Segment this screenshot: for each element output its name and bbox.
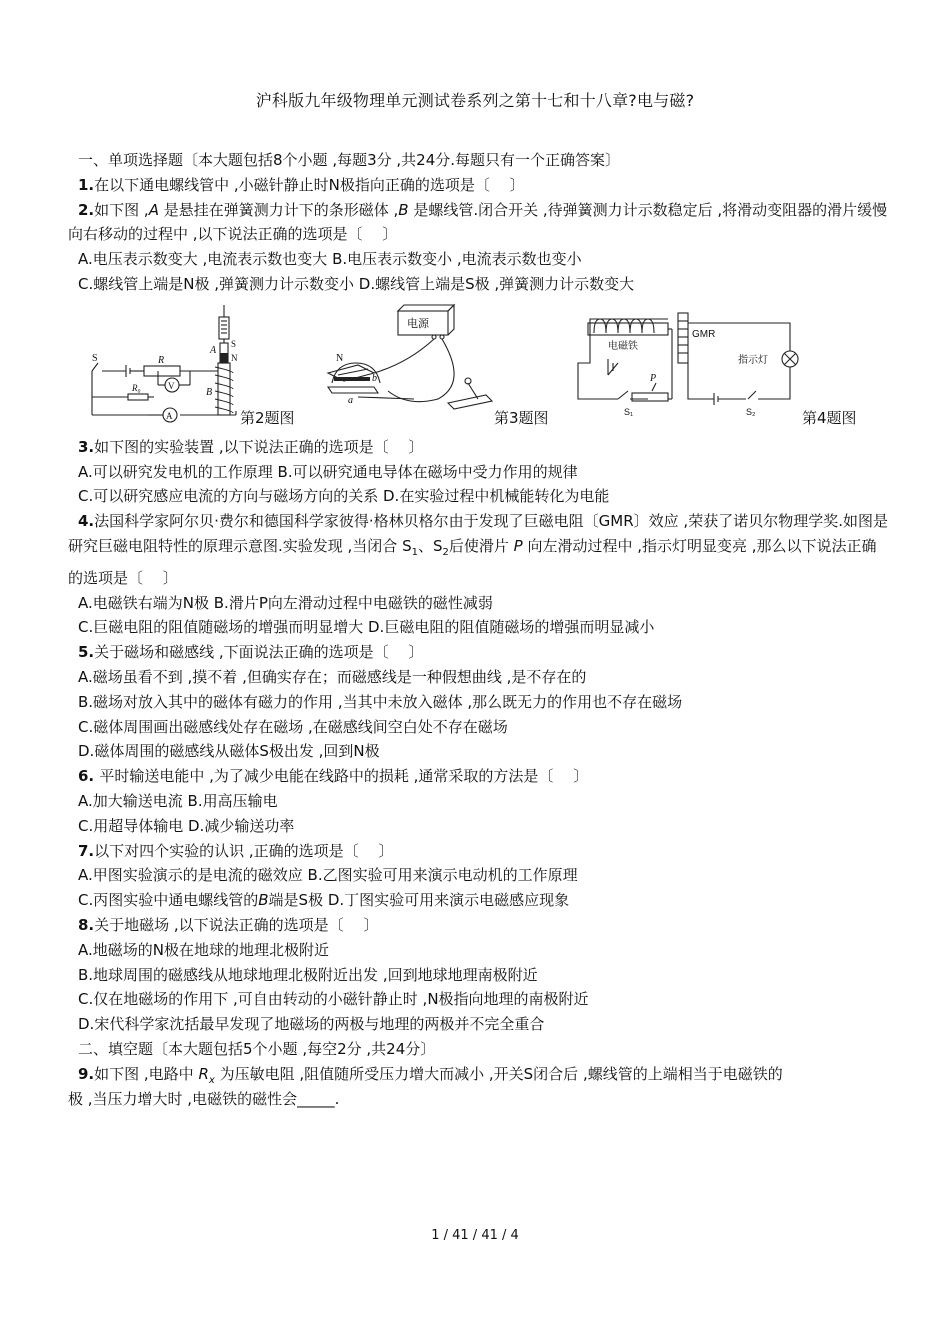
- option-line: C.可以研究感应电流的方向与磁场方向的关系 D.在实验过程中机械能转化为电能: [78, 487, 610, 506]
- question-2: [68, 198, 888, 248]
- figure-row: [68, 303, 888, 431]
- power-supply-label: 电源: [407, 317, 429, 330]
- indicator-lamp-label: 指示灯: [738, 354, 768, 366]
- question-text: 为压敏电阻 ,阻值随所受压力增大而减小 ,开关S闭合后 ,螺线管的上端相当于电磁铁的: [214, 1064, 783, 1083]
- content: [68, 148, 888, 1111]
- option-line: C.仅在地磁场的作用下 ,可自由转动的小磁针静止时 ,N极指向地理的南极附近: [78, 990, 589, 1009]
- page-title: 沪科版九年级物理单元测试卷系列之第十七和十八章?电与磁?: [255, 91, 695, 110]
- subscript: x: [208, 1074, 215, 1086]
- question-text: 、S: [417, 536, 443, 555]
- section-heading-2: 二、填空题〔本大题包括5个小题 ,每空2分 ,共24分〕: [78, 1039, 436, 1058]
- question-text: 法国科学家阿尔贝·费尔和德国科学家彼得·格林贝格尔由于发现了巨磁电阻〔GMR〕效应 ,荣获了诺贝尔物理学奖.如图是研究巨磁电阻特性的原理示意图.实验发现 ,当闭合 S: [68, 512, 888, 555]
- option-line: D.宋代科学家沈括最早发现了地磁场的两极与地理的两极并不完全重合: [78, 1015, 545, 1034]
- label-s2: S₂: [746, 406, 756, 417]
- option-line: [68, 888, 888, 913]
- question-number: 4.: [78, 512, 95, 531]
- question-5: [68, 640, 888, 665]
- option-line: A.磁场虽看不到 ,摸不着 ,但确实存在；而磁感线是一种假想曲线 ,是不存在的: [78, 667, 587, 686]
- question-text: 后使滑片: [448, 536, 514, 555]
- option-line: C.磁体周围画出磁感线处存在磁场 ,在磁感线间空白处不存在磁场: [78, 717, 508, 736]
- question-7: [68, 839, 888, 864]
- question-text: 以下对四个实验的认识 ,正确的选项是〔 〕: [94, 841, 394, 860]
- question-number: 9.: [78, 1064, 95, 1083]
- question-9-continued: 极 ,当压力增大时 ,电磁铁的磁性会_____.: [68, 1089, 340, 1108]
- label-pole-s: S: [231, 338, 237, 349]
- question-text: 关于磁场和磁感线 ,下面说法正确的选项是〔 〕: [94, 643, 424, 662]
- question-6: [68, 764, 888, 789]
- question-number: 5.: [78, 643, 95, 662]
- question-number: 7.: [78, 841, 95, 860]
- option-line: C.用超导体输电 D.减少输送功率: [78, 816, 295, 835]
- subscript: 1: [411, 546, 418, 558]
- question-number: 1.: [78, 175, 95, 194]
- option-line: A.可以研究发电机的工作原理 B.可以研究通电导体在磁场中受力作用的规律: [78, 462, 578, 481]
- question-text: 在以下通电螺线管中 ,小磁针静止时N极指向正确的选项是〔 〕: [94, 175, 525, 194]
- question-text: 如下图 ,电路中: [94, 1064, 199, 1083]
- gmr-label: GMR: [692, 328, 716, 340]
- label-r0: R₀: [132, 382, 141, 393]
- subscript: 2: [442, 546, 449, 558]
- italic-var: P: [513, 536, 523, 555]
- question-4: [68, 509, 888, 590]
- ammeter-icon: A: [166, 410, 173, 421]
- section-heading-1: 一、单项选择题〔本大题包括8个小题 ,每题3分 ,共24分.每题只有一个正确答案〕: [78, 151, 621, 169]
- option-line: C.巨磁电阻的阻值随磁场的增强而明显增大 D.巨磁电阻的阻值随磁场的增强而明显减小: [78, 618, 655, 637]
- question-1: [68, 173, 888, 198]
- question-8: [68, 913, 888, 938]
- option-line: A.甲图实验演示的是电流的磁效应 B.乙图实验可用来演示电动机的工作原理: [78, 866, 578, 885]
- figure-2-circuit: [88, 303, 248, 431]
- option-line: D.磁体周围的磁感线从磁体S极出发 ,回到N极: [78, 742, 380, 761]
- italic-var: B: [398, 200, 409, 219]
- question-text: 如下图 ,: [94, 200, 149, 219]
- label-rheostat-r: R: [158, 354, 165, 366]
- question-number: 2.: [78, 200, 95, 219]
- option-line: B.磁场对放入其中的磁体有磁力的作用 ,当其中未放入磁体 ,那么既无力的作用也不存在磁场: [78, 692, 683, 711]
- figure-3-apparatus: [318, 303, 498, 431]
- label-pole-n: N: [231, 352, 238, 363]
- page-number: 1 / 41 / 41 / 4: [431, 1228, 519, 1243]
- question-text: 是螺线管.闭合开关 ,待弹簧测力计示数稳定后 ,将滑动变阻器的滑片缓慢向右移动的过程中 ,以下说法正确的选项是〔 〕: [68, 200, 888, 244]
- option-text: 端是S极 D.丁图实验可用来演示电磁感应现象: [268, 891, 570, 910]
- option-line: C.螺线管上端是N极 ,弹簧测力计示数变小 D.螺线管上端是S极 ,弹簧测力计示数变大: [78, 274, 635, 293]
- italic-var: A: [148, 200, 159, 219]
- option-line: B.地球周围的磁感线从地球地理北极附近出发 ,回到地球地理南极附近: [78, 965, 538, 984]
- question-text: 平时输送电能中 ,为了减少电能在线路中的损耗 ,通常采取的方法是〔 〕: [99, 767, 589, 786]
- question-9: [68, 1062, 888, 1087]
- italic-var: R: [198, 1064, 209, 1083]
- question-number: 8.: [78, 915, 95, 934]
- label-magnet-n: N: [336, 352, 344, 364]
- question-text: 关于地磁场 ,以下说法正确的选项是〔 〕: [94, 915, 379, 934]
- option-line: A.地磁场的N极在地球的地理北极附近: [78, 940, 329, 959]
- figure-4-caption: 第4题图: [802, 408, 857, 427]
- option-line: A.加大输送电流 B.用高压输电: [78, 791, 278, 810]
- italic-var: B: [258, 891, 269, 910]
- label-switch-s: S: [92, 352, 98, 364]
- label-a: a: [348, 394, 353, 406]
- figure-2-caption: 第2题图: [240, 408, 295, 427]
- option-text: C.丙图实验中通电螺线管的: [78, 891, 259, 910]
- electromagnet-label: 电磁铁: [608, 340, 638, 352]
- voltmeter-icon: V: [168, 380, 175, 391]
- question-number: 3.: [78, 437, 95, 456]
- question-text: 如下图的实验装置 ,以下说法正确的选项是〔 〕: [94, 437, 424, 456]
- question-number: 6.: [78, 767, 100, 786]
- figure-3-caption: 第3题图: [494, 408, 549, 427]
- option-line: A.电磁铁右端为N极 B.滑片P向左滑动过程中电磁铁的磁性减弱: [78, 593, 493, 612]
- label-slider-p: P: [650, 372, 657, 384]
- label-solenoid-b: B: [206, 386, 213, 398]
- option-line: A.电压表示数变大 ,电流表示数也变大 B.电压表示数变小 ,电流表示数也变小: [78, 250, 582, 269]
- label-b: b: [372, 372, 377, 384]
- figure-4-gmr-circuit: [568, 303, 808, 431]
- label-s1: S₁: [624, 406, 634, 417]
- label-magnet-a: A: [210, 344, 217, 356]
- question-3: [68, 435, 888, 460]
- question-text: 是悬挂在弹簧测力计下的条形磁体 ,: [158, 200, 399, 219]
- question-text: 向左滑动过程中 ,指示灯明显变亮 ,那么以下说法正确的选项是〔 〕: [68, 536, 877, 587]
